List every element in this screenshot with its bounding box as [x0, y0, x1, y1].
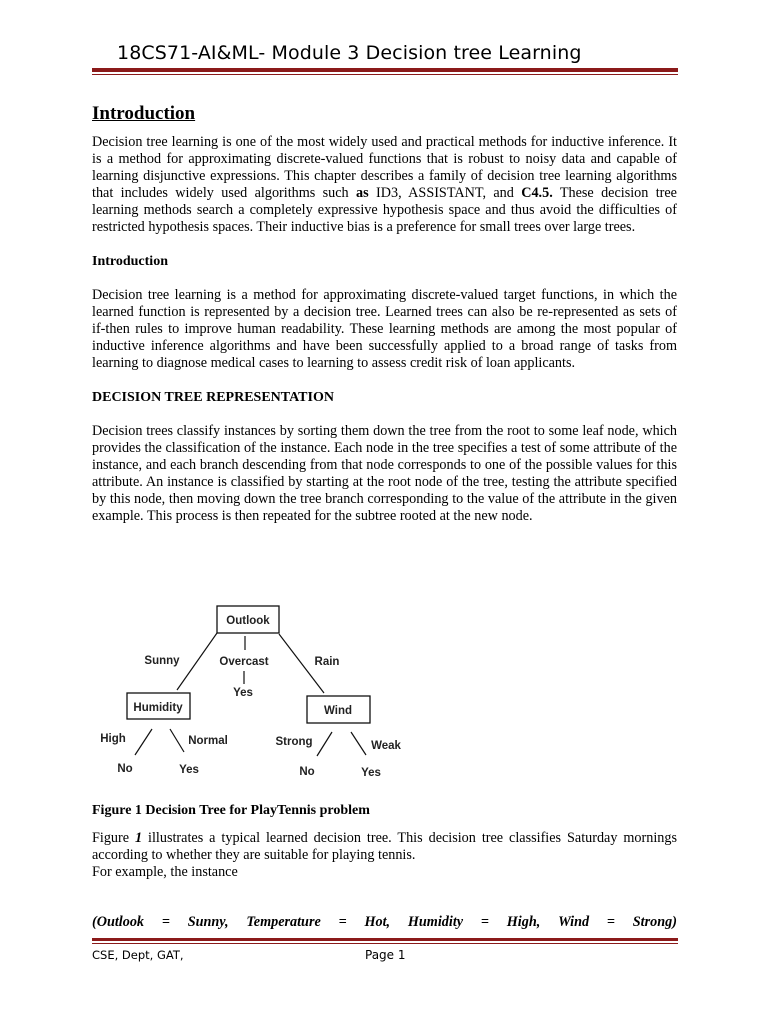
figure-ref-number: 1 [135, 830, 143, 846]
example-token: Temperature [246, 914, 321, 930]
tree-branch-rain: Rain [314, 656, 340, 668]
example-token: Strong) [632, 914, 677, 930]
intro-paragraph [92, 134, 677, 236]
tree-branch-normal: Normal [188, 735, 228, 747]
example-token: Wind [558, 914, 590, 930]
page-header-title: 18CS71-AI&ML- Module 3 Decision tree Learning [117, 42, 582, 64]
tree-leaf-high-no: No [117, 763, 133, 775]
tree-edge-normal [170, 729, 184, 752]
tree-edge-sunny [177, 633, 217, 690]
tree-branch-strong: Strong [275, 736, 313, 748]
representation-paragraph: Decision trees classify instances by sorting them down the tree from the root to some leaf node, which provides the classification of the instance. Each node in the tree specifies a test of some attribute of the instance, and each branch descending from that node corresponds to one of the possible values for this attribute. An instance is classified by starting at the root node of the tree, testing the attribute specified by this node, then moving down the tree branch corresponding to the value of the attribute in the given example. This process is then repeated for the subtree rooted at the new node. [92, 423, 677, 524]
example-token: = [606, 914, 615, 930]
tree-edge-weak [351, 732, 366, 755]
footer-rule [92, 938, 678, 941]
intro-text-3: These decision tree learning methods search a completely expressive hypothesis space and thus avoid the difficulties of restricted hypothesis spaces. Their inductive bias is a preference for small trees over large trees. [92, 185, 677, 235]
tree-branch-weak: Weak [371, 740, 401, 752]
example-token: (Outlook [92, 914, 145, 930]
tree-leaf-strong-no: No [299, 766, 315, 778]
example-token: = [480, 914, 489, 930]
figure-example-intro: For example, the instance [92, 864, 238, 880]
footer-department: CSE, Dept, GAT, [92, 948, 184, 962]
document-body [92, 103, 677, 525]
tree-node-wind: Wind [324, 705, 352, 717]
tree-leaf-normal-yes: Yes [179, 764, 199, 776]
tree-branch-sunny: Sunny [144, 655, 180, 667]
intro-text-2: ID3, ASSISTANT, and [368, 185, 522, 201]
example-instance [92, 914, 677, 931]
figure-text-rest: illustrates a typical learned decision tree. This decision tree classifies Saturday mornings according to whether they are suitable for playing tennis. [92, 830, 677, 863]
figure-caption: Figure 1 Decision Tree for PlayTennis problem [92, 803, 370, 818]
subheading-representation: DECISION TREE REPRESENTATION [92, 390, 334, 405]
subheading-introduction: Introduction [92, 254, 168, 269]
example-token: High, [506, 914, 541, 930]
tree-branch-overcast: Overcast [219, 656, 269, 668]
intro2-paragraph: Decision tree learning is a method for approximating discrete-valued target functions, in which the learned function is represented by a decision tree. Learned trees can also be re-represented as sets of if-then rules to improve human readability. These learning methods are among the most popular of inductive inference algorithms and have been successfully applied to a broad range of tasks from learning to diagnose medical cases to learning to assess credit risk of loan applicants. [92, 287, 677, 371]
example-token: = [338, 914, 347, 930]
example-token: = [161, 914, 170, 930]
header-rule [92, 68, 678, 72]
intro-bold-as: as [356, 185, 369, 201]
example-token: Sunny, [187, 914, 229, 930]
decision-tree-figure [92, 600, 422, 790]
footer-rule-thin [92, 943, 678, 944]
intro-bold-c45: C4.5. [521, 185, 553, 201]
page-number: Page 1 [365, 948, 406, 962]
tree-leaf-weak-yes: Yes [361, 767, 381, 779]
section-heading-introduction: Introduction [92, 103, 196, 124]
tree-leaf-overcast-yes: Yes [233, 687, 253, 699]
tree-edge-strong [317, 732, 332, 756]
intro-text-1: Decision tree learning is one of the most widely used and practical methods for inductive inference. It is a method for approximating discrete-valued functions that is robust to noisy data and capable of learning disjunctive expressions. This chapter describes a family of decision tree learning algorithms that includes widely used algorithms such [92, 134, 677, 201]
tree-node-outlook: Outlook [226, 615, 270, 627]
figure-description [92, 830, 677, 881]
figure-text-start: Figure [92, 830, 135, 846]
tree-node-humidity: Humidity [133, 702, 183, 714]
example-token: Humidity [407, 914, 464, 930]
header-rule-thin [92, 74, 678, 75]
tree-branch-high: High [100, 733, 126, 745]
example-token: Hot, [364, 914, 391, 930]
figure-paragraph [92, 830, 677, 881]
tree-edge-high [135, 729, 152, 755]
